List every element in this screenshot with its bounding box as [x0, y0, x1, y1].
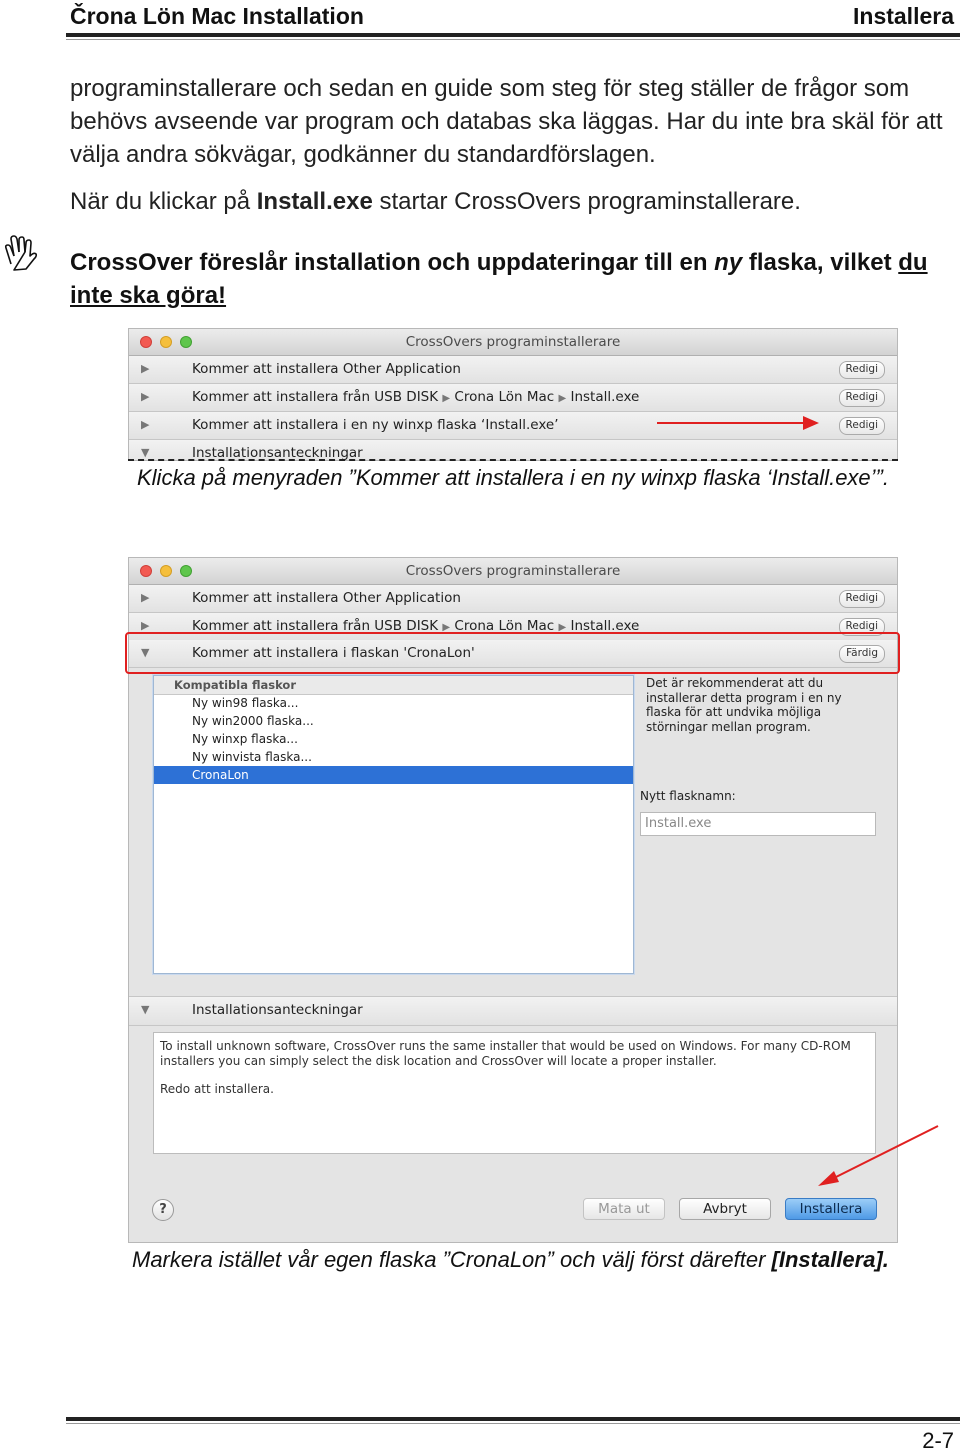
header-rule-thin: [66, 39, 960, 40]
intro-paragraph: programinstallerare och sedan en guide som steg för steg ställer de frågor som behövs avseende var program och databas ska läggas. Har du inte bra skäl för att välja andra sökvägar, godkänner du standardförslagen.: [70, 75, 943, 168]
footer-rule-thin: [66, 1423, 960, 1424]
new-bottle-name-input[interactable]: Install.exe: [640, 812, 876, 836]
window-title: CrossOvers programinstallerare: [405, 334, 621, 350]
edit-button[interactable]: Redigi: [839, 417, 885, 435]
titlebar: [129, 558, 897, 585]
recommendation-text: Det är rekommenderat att du installerar detta program i en ny flaska för att undvika möjliga störningar mellan program.: [646, 676, 842, 734]
cut-line: [128, 459, 898, 461]
pointing-hand-icon: [2, 234, 38, 274]
page-number: 2-7: [922, 1428, 954, 1453]
install-exe-bold: Install.exe: [256, 188, 373, 215]
intro-paragraph-2: När du klickar på Install.exe startar CrossOvers programinstallerare.: [70, 188, 801, 215]
install-row-source[interactable]: ▶ Kommer att installera från USB DISK ▶ Crona Lön Mac ▶ Install.exe Redigi: [129, 613, 897, 641]
install-row-bottle[interactable]: ▶ Kommer att installera i en ny winxp flaska ‘Install.exe’ Redigi: [129, 412, 897, 440]
list-item-selected[interactable]: CronaLon: [154, 766, 633, 784]
help-button[interactable]: ?: [152, 1199, 174, 1221]
highlight-box: [125, 632, 900, 674]
disclosure-down-icon: ▼: [141, 646, 150, 659]
notes-row[interactable]: ▼ Installationsanteckningar: [129, 996, 897, 1026]
disclosure-right-icon: ▶: [141, 362, 150, 375]
header-rule: [66, 33, 960, 37]
crossover-window-1: [128, 328, 898, 461]
install-row-bottle[interactable]: ▼ Kommer att installera i flaskan 'CronaLon' Färdig: [129, 640, 897, 668]
warning-text: CrossOver föreslår installation och uppdateringar till en ny flaska, vilket du inte ska göra!: [70, 249, 928, 309]
list-header: Kompatibla flaskor: [154, 676, 633, 695]
cancel-button[interactable]: Avbryt: [679, 1198, 771, 1220]
disclosure-right-icon: ▶: [141, 390, 150, 403]
disclosure-right-icon: ▶: [141, 591, 150, 604]
install-row-application[interactable]: ▶ Kommer att installera Other Application Redigi: [129, 356, 897, 384]
footer-rule: [66, 1417, 960, 1421]
edit-button[interactable]: Redigi: [839, 590, 885, 608]
path-separator-icon: ▶: [442, 622, 451, 633]
list-item[interactable]: Ny winvista flaska...: [192, 750, 312, 764]
disclosure-right-icon: ▶: [141, 619, 150, 632]
edit-button[interactable]: Redigi: [839, 618, 885, 636]
disclosure-down-icon: ▼: [141, 1003, 150, 1016]
path-separator-icon: ▶: [442, 393, 451, 404]
edit-button[interactable]: Redigi: [839, 361, 885, 379]
installation-notes: To install unknown software, CrossOver runs the same installer that would be used on Windows. For many CD-ROM installers you can simply select the disk location and CrossOver will locate a proper installer. Redo att installera.: [153, 1032, 876, 1154]
new-bottle-label: Nytt flasknamn:: [640, 789, 736, 803]
done-button[interactable]: Färdig: [839, 645, 885, 663]
list-item[interactable]: Ny win98 flaska...: [192, 696, 299, 710]
red-arrow-icon: [655, 413, 825, 433]
header-section: Installera: [853, 3, 954, 29]
disclosure-right-icon: ▶: [141, 418, 150, 431]
header-title: Črona Lön Mac Installation: [70, 3, 364, 29]
disclosure-down-icon: ▼: [141, 446, 150, 459]
titlebar: [129, 329, 897, 356]
compatible-bottles-list[interactable]: [153, 675, 634, 974]
red-arrow-icon: [812, 1122, 944, 1190]
install-row-notes[interactable]: ▼ Installationsanteckningar: [129, 440, 897, 461]
path-separator-icon: ▶: [558, 622, 567, 633]
install-button[interactable]: Installera: [785, 1198, 877, 1220]
edit-button[interactable]: Redigi: [839, 389, 885, 407]
eject-button[interactable]: Mata ut: [583, 1198, 665, 1220]
path-separator-icon: ▶: [558, 393, 567, 404]
list-item[interactable]: Ny win2000 flaska...: [192, 714, 314, 728]
install-row-source[interactable]: ▶ Kommer att installera från USB DISK ▶ Crona Lön Mac ▶ Install.exe Redigi: [129, 384, 897, 412]
caption-1: Klicka på menyraden ”Kommer att installera i en ny winxp flaska ‘Install.exe’”.: [137, 465, 889, 490]
install-row-application[interactable]: ▶ Kommer att installera Other Application Redigi: [129, 585, 897, 613]
list-item[interactable]: Ny winxp flaska...: [192, 732, 298, 746]
window-title: CrossOvers programinstallerare: [405, 563, 621, 579]
caption-2: Markera istället vår egen flaska ”CronaLon” och välj först därefter [Installera].: [132, 1247, 889, 1272]
